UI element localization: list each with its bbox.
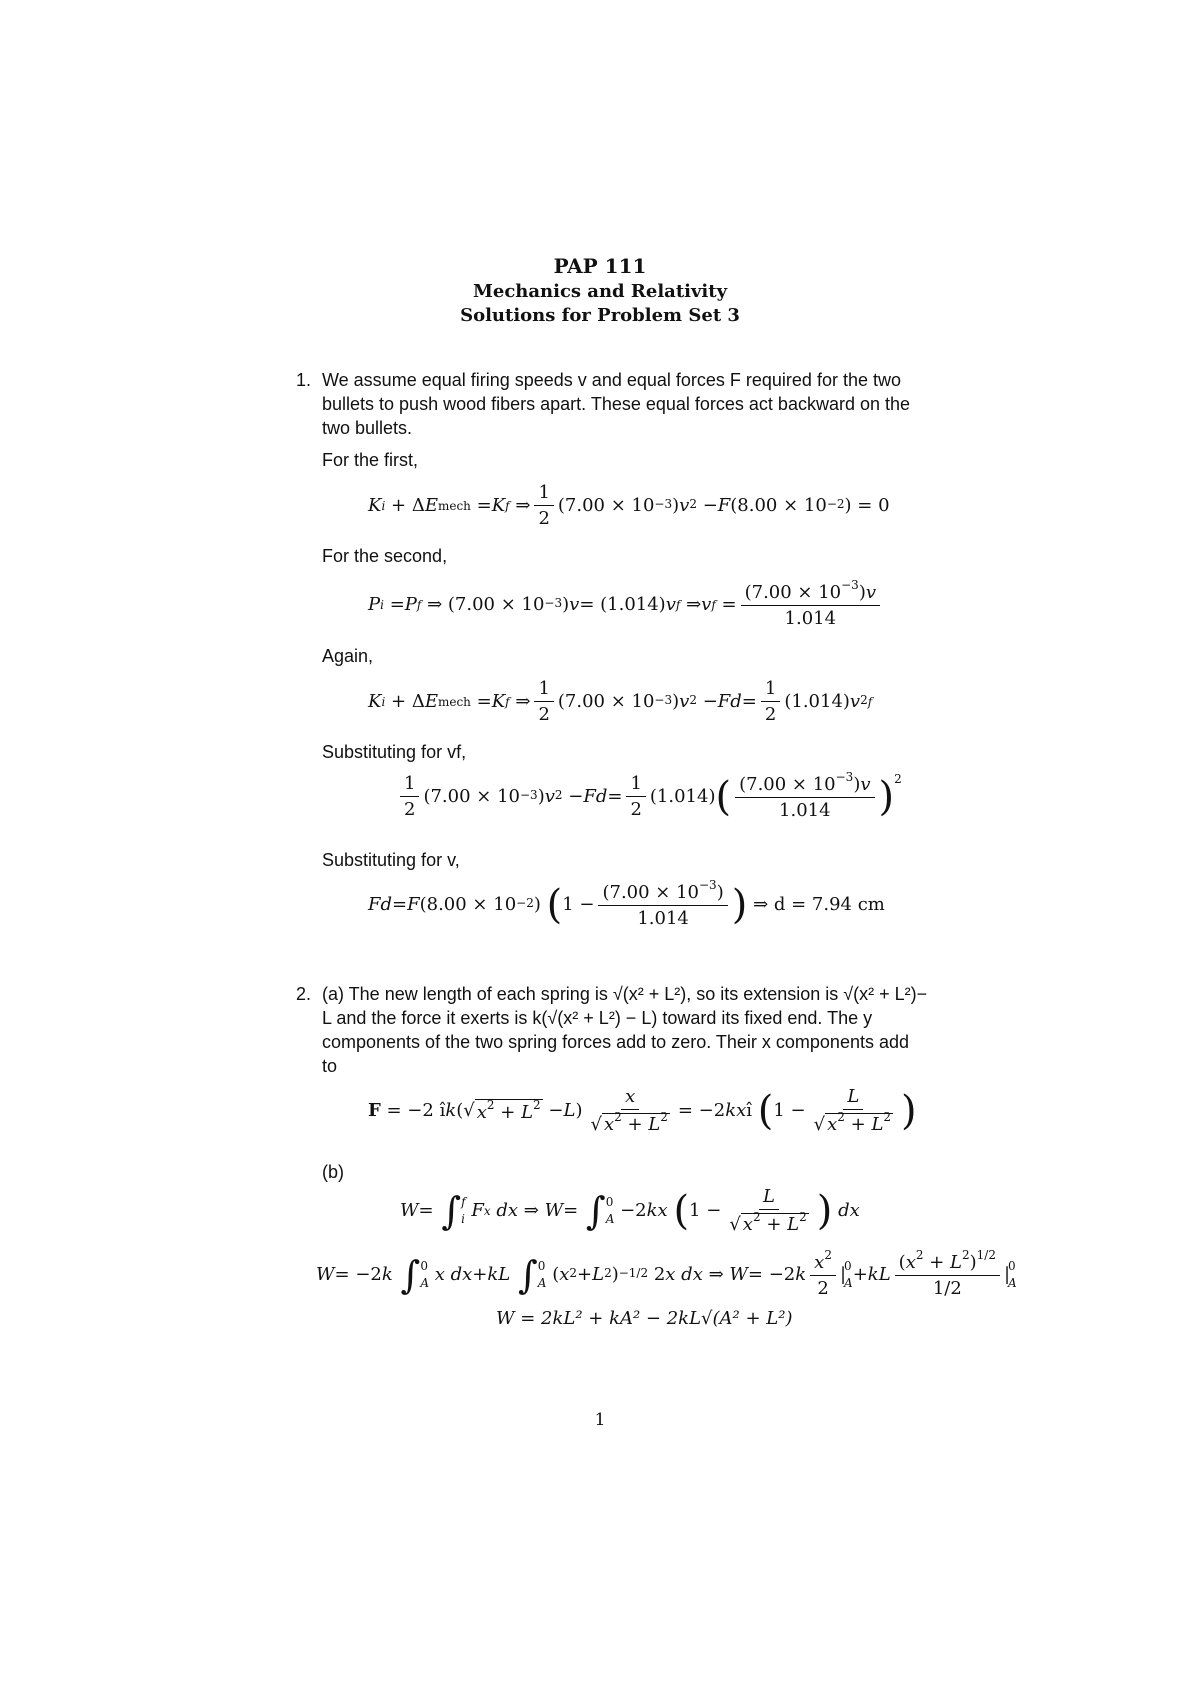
part-b-label: (b) xyxy=(322,1162,344,1182)
problem-2a-line-4: to xyxy=(322,1056,338,1076)
problem-1-number: 1. xyxy=(296,370,312,390)
problem-2a-line-2: L and the force it exerts is k(√(x² + L²) − L) toward its fixed end. The y xyxy=(322,1008,873,1028)
for-the-second-label: For the second, xyxy=(322,546,448,566)
for-the-first-label: For the first, xyxy=(322,450,419,470)
equation-energy-second: K i + Δ E mech = K f ⇒ 1 2 (7.00 × 10 $^{-3}$ ) v $^2$ − Fd = 1 2 (1.014) v $^2$ f xyxy=(368,678,873,725)
problem-1-intro-line-1: We assume equal firing speeds v and equal forces F required for the two xyxy=(322,370,901,390)
substituting-vf-label: Substituting for vf, xyxy=(322,742,467,762)
course-subtitle: Mechanics and Relativity xyxy=(472,281,728,302)
course-title: PAP 111 xyxy=(553,254,647,278)
equation-result: Fd = F (8.00 × 10 $^{-2}$ ) ( 1 − $(7.00 \times 10^{-3})$ 1.014 ) ⇒ d = 7.94 cm xyxy=(368,878,885,929)
equation-energy-first: K i + Δ E mech = K f ⇒ 1 2 (7.00 × 10 $^{-3}$ ) v $^2$ − F (8.00 × 10 $^{-2}$ ) = 0 xyxy=(368,482,890,529)
equation-work-integral: W = ∫ f i F x dx ⇒ W = ∫ 0 A −2 kx ( 1 − L √ $x^2 + L^2$ ) dx xyxy=(400,1186,860,1235)
problem-2a-line-1: (a) The new length of each spring is √(x² + L²), so its extension is √(x² + L²)− xyxy=(322,984,928,1004)
problem-2a-line-3: components of the two spring forces add to zero. Their x components add xyxy=(322,1032,909,1052)
result-value: d = 7.94 cm xyxy=(773,894,885,915)
again-label: Again, xyxy=(322,646,374,666)
equation-momentum: P i = P f ⇒ (7.00 × 10 $^{-3}$ ) v = (1.014) v f ⇒ v f = $(7.00 \times 10^{-3})v$ 1.014 xyxy=(368,580,884,629)
problem-1-intro-line-2: bullets to push wood fibers apart. These equal forces act backward on the xyxy=(322,394,911,414)
equation-work-expanded: W = −2 k ∫ 0 A x dx + kL ∫ 0 A ( x $^2$ + L $^2$ ) $^{-1/2}$ 2 x dx ⇒ W = −2 k $x^2$ 2 | 0 A + kL $(x^2 + L^2)^{1/2}$ 1/2 | 0 A xyxy=(316,1248,1017,1299)
substituting-v-label: Substituting for v, xyxy=(322,850,460,870)
page-number: 1 xyxy=(594,1410,606,1430)
document-title: Solutions for Problem Set 3 xyxy=(460,305,740,326)
problem-1-intro-line-3: two bullets. xyxy=(322,418,413,438)
equation-substitute-vf: 1 2 (7.00 × 10 $^{-3}$ ) v $^2$ − Fd = 1 2 (1.014) ( $(7.00 \times 10^{-3})v$ 1.014 ) $^2$ xyxy=(396,772,902,821)
equation-work-final: W = 2kL² + kA² − 2kL√(A² + L²) xyxy=(496,1308,793,1329)
problem-2-number: 2. xyxy=(296,984,312,1004)
equation-force-vector: F = −2 î k (√ $x^2 + L^2$ − L ) x √ $x^2 + L^2$ = −2 kx î ( 1 − L √ $x^2 + L^2$ ) xyxy=(368,1086,917,1135)
